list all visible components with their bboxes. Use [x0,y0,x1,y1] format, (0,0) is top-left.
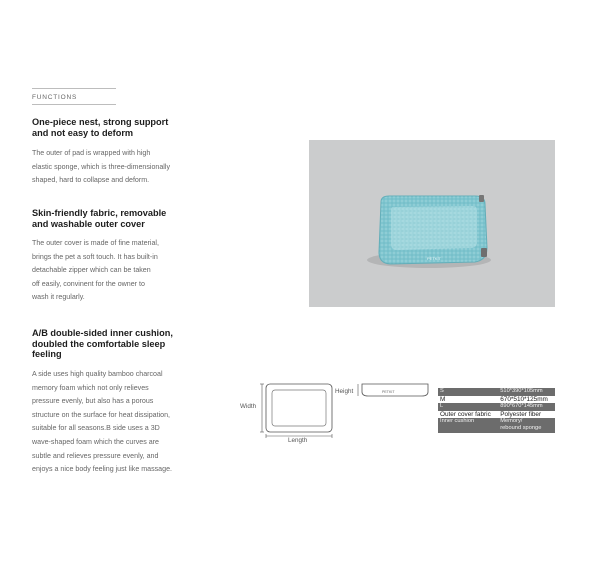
feature-2-body-line: off easily, convinent for the owner to [32,279,145,288]
outer-cover-row [438,411,555,419]
feature-3-body-line: wave-shaped foam which the curves are [32,437,159,446]
feature-1-title [32,117,168,138]
section-label: FUNCTIONS [32,94,78,101]
width-label: Width [240,403,257,410]
feature-2-title-line-1: Skin-friendly fabric, removable [32,208,167,218]
size-row-m [438,396,555,404]
feature-1-body-line: The outer of pad is wrapped with high [32,149,151,157]
feature-2-body [32,237,194,305]
size-cell: S [438,388,498,396]
size-row-l [438,403,555,411]
feature-3-title [32,328,173,360]
feature-3-body-line: memory foam which not only relieves [32,383,149,392]
feature-1-body-line: shaped, hard to collapse and deform. [32,176,150,185]
feature-2-body-line: wash it regularly. [32,293,85,302]
inner-cushion-label: Inner cushion [438,418,498,433]
feature-3-title-line-3: feeling [32,349,62,359]
feature-3-body-line: A side uses high quality bamboo charcoal [32,370,163,378]
diagram-brand-mark: PETKIT [382,390,395,394]
feature-3-title-line-2: doubled the comfortable sleep [32,338,166,349]
feature-1-title-line-2: and not easy to deform [32,127,134,138]
section-rule-bottom [32,104,116,105]
product-photo [309,140,555,307]
bed-brand-mark: PETKIT [427,256,442,261]
inner-cushion-value-line-1: Memory/ [500,418,523,425]
outer-cover-value: Polyester fiber [498,411,555,419]
dims-cell: 890*670*145mm [498,403,555,411]
feature-3-body-line: enjoys a nice body feeling just like massage. [32,465,172,474]
feature-3-body [32,368,194,477]
feature-3-body-line: subtle and relieves pressure evenly, and [32,451,159,460]
outer-cover-label: Outer cover fabric [438,411,498,419]
inner-cushion-value [498,418,555,433]
size-cell: M [438,396,498,404]
inner-cushion-value-line-2: rebound sponge [500,425,542,432]
length-label: Length [288,437,308,444]
feature-1-body-line: elastic sponge, which is three-dimensionally [32,162,171,171]
dims-cell: 510*390*105mm [498,388,555,396]
feature-3-title-line-1: A/B double-sided inner cushion, [32,328,173,338]
section-rule-top [32,88,116,89]
height-label: Height [335,388,354,395]
size-cell: L [438,403,498,411]
inner-cushion-row [438,418,555,433]
feature-1-title-line-1: One-piece nest, strong support [32,117,169,127]
pet-bed-illustration [309,140,555,307]
feature-1-body [32,147,194,188]
feature-2-title-line-2: and washable outer cover [32,218,145,229]
size-row-s [438,388,555,396]
feature-3-body-line: pressure evenly, but also has a porous [32,397,154,406]
feature-3-body-line: suitable for all seasons.B side uses a 3D [32,424,160,433]
feature-2-title [32,208,166,229]
feature-3-body-line: structure on the surface for heat dissipation, [32,410,171,419]
dims-cell: 670*510*125mm [498,396,555,404]
dimension-diagram [236,380,436,450]
feature-2-body-line: detachable zipper which can be taken [32,266,151,275]
spec-table [438,388,555,433]
feature-2-body-line: The outer cover is made of fine material, [32,239,159,247]
feature-2-body-line: brings the pet a soft touch. It has built-in [32,252,158,261]
